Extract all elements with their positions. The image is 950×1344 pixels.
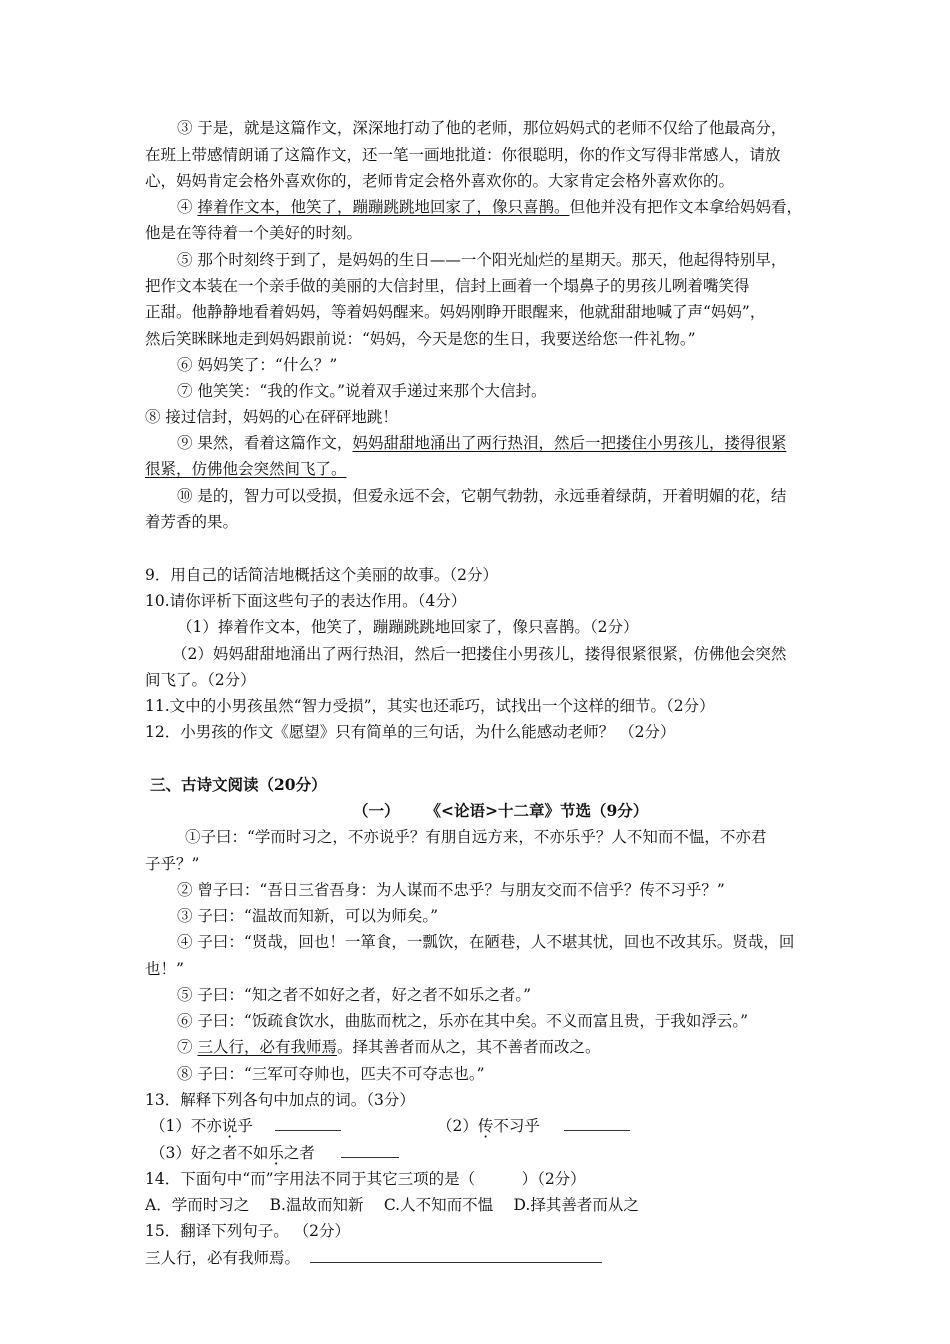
para-10-line1: ⑩ 是的，智力可以受损，但爱永远不会，它朝气勃勃，永远垂着绿荫，开着明媚的花，结: [177, 487, 787, 505]
question-10-sub2-line1: （2）妈妈甜甜地涌出了两行热泪，然后一把搂住小男孩儿，搂得很紧很紧，仿佛他会突然: [172, 645, 787, 663]
question-15: 15．翻译下列句子。 （2分）: [145, 1222, 351, 1240]
question-14-options: A．学而时习之 B.温故而知新 C.人不知而不愠 D.择其善者而从之: [145, 1196, 639, 1214]
q13-item3-post: 之者: [283, 1144, 315, 1162]
analects-1-line1: ①子曰：“学而时习之，不亦说乎？有朋自远方来，不亦乐乎？人不知而不愠，不亦君: [185, 828, 767, 846]
q13-item1-dotted: 说: [221, 1117, 238, 1135]
analects-5: ⑤ 子曰：“知之者不如好之者，好之者不如乐之者。”: [177, 986, 532, 1004]
q13-item1-post: 乎: [237, 1117, 253, 1135]
answer-line[interactable]: [310, 1248, 602, 1263]
analects-7-number: ⑦: [177, 1038, 198, 1056]
question-11: 11.文中的小男孩虽然“智力受损”，其实也还乖巧，试找出一个这样的细节。（2分）: [145, 697, 715, 715]
answer-blank[interactable]: [564, 1116, 630, 1131]
q13-item2-dotted: 传: [477, 1117, 494, 1135]
para-8: ⑧ 接过信封，妈妈的心在砰砰地跳！: [145, 408, 398, 426]
analects-7-underlined: 三人行，必有我师焉: [197, 1038, 337, 1056]
subsection-1-index: （一）: [353, 801, 400, 820]
question-13-item3: [150, 1143, 399, 1163]
subsection-1-title: 《<论语>十二章》节选（9分）: [425, 801, 649, 820]
question-10: 10.请你评析下面这些句子的表达作用。（4分）: [145, 592, 467, 610]
section-3-heading: 三、古诗文阅读（20分）: [150, 775, 327, 794]
q13-item1-pre: （1）不亦: [150, 1117, 222, 1135]
para-10-line2: 着芳香的果。: [145, 513, 239, 531]
analects-7-rest: 。择其善者而从之，其不善者而改之。: [336, 1038, 601, 1056]
para-3-line1: ③ 于是，就是这篇作文，深深地打动了他的老师，那位妈妈式的老师不仅给了他最高分，: [177, 119, 787, 137]
para-3-line3: 心，妈妈肯定会格外喜欢你的，老师肯定会格外喜欢你的。大家肯定会格外喜欢你的。: [145, 172, 735, 190]
analects-2: ② 曾子曰：“吾日三省吾身：为人谋而不忠乎？与朋友交而不信乎？传不习乎？”: [177, 881, 725, 899]
para-4-number: ④: [177, 198, 198, 216]
para-6: ⑥ 妈妈笑了：“什么？”: [177, 356, 338, 374]
answer-blank[interactable]: [275, 1116, 341, 1131]
question-14: 14．下面句中“而”字用法不同于其它三项的是（ ）（2分）: [145, 1170, 586, 1188]
para-5-line1: ⑤ 那个时刻终于到了，是妈妈的生日——一个阳光灿烂的星期天。那天，他起得特别早，: [177, 251, 787, 269]
para-9-underlined-1: 妈妈甜甜地涌出了两行热泪，然后一把搂住小男孩儿，搂得很紧: [352, 434, 787, 452]
para-4-line2: 他是在等待着一个美好的时刻。: [145, 224, 363, 242]
question-10-sub1: （1）捧着作文本，他笑了，蹦蹦跳跳地回家了，像只喜鹊。（2分）: [177, 618, 639, 636]
para-3-line2: 在班上带感情朗诵了这篇作文，还一笔一画地批道：你很聪明，你的作文写得非常感人，请放: [145, 146, 781, 164]
para-9-underlined-2: 很紧，仿佛他会突然间飞了。: [145, 460, 347, 478]
para-7: ⑦ 他笑笑：“我的作文。”说着双手递过来那个大信封。: [177, 382, 547, 400]
answer-blank[interactable]: [341, 1143, 399, 1158]
para-9-line1: [177, 433, 786, 453]
question-9: 9．用自己的话简洁地概括这个美丽的故事。（2分）: [145, 566, 498, 584]
q13-item2-pre: （2）: [437, 1117, 478, 1135]
para-4-rest: 但他并没有把作文本拿给妈妈看，: [569, 198, 802, 216]
q15-sentence: 三人行，必有我师焉。: [145, 1249, 301, 1267]
para-4-line1: [177, 197, 802, 217]
analects-4-line1: ④ 子曰：“贤哉，回也！一箪食，一瓢饮，在陋巷，人不堪其忧，回也不改其乐。贤哉，回: [177, 933, 795, 951]
analects-3: ③ 子曰：“温故而知新，可以为师矣。”: [177, 907, 439, 925]
para-5-line2: 把作文本装在一个亲手做的美丽的大信封里，信封上画着一个塌鼻子的男孩儿咧着嘴笑得: [145, 277, 750, 295]
q13-item3-dotted: 乐: [268, 1144, 284, 1162]
analects-4-line2: 也！”: [145, 960, 184, 978]
para-5-line3: 正甜。他静静地看着妈妈，等着妈妈醒来。妈妈刚睁开眼醒来，他就甜甜地喊了声“妈妈”，: [145, 303, 766, 321]
question-15-prompt: [145, 1248, 602, 1268]
para-4-underlined: 捧着作文本，他笑了，蹦蹦跳跳地回家了，像只喜鹊。: [197, 198, 570, 216]
para-9-lead: ⑨ 果然，看着这篇作文，: [177, 434, 353, 452]
question-12: 12．小男孩的作文《愿望》只有简单的三句话，为什么能感动老师？ （2分）: [145, 723, 676, 741]
question-10-sub2-line2: 间飞了。（2分）: [145, 671, 256, 689]
para-5-line4: 然后笑眯眯地走到妈妈跟前说：“妈妈，今天是您的生日，我要送给您一件礼物。”: [145, 330, 696, 348]
q13-item3-pre: （3）好之者不如: [150, 1144, 269, 1162]
question-13: 13．解释下列各句中加点的词。（3分）: [145, 1091, 415, 1109]
para-9-line2: [145, 459, 347, 479]
question-13-item2: [437, 1116, 630, 1136]
analects-8: ⑧ 子曰：“三军可夺帅也，匹夫不可夺志也。”: [177, 1065, 485, 1083]
q13-item2-post: 不习乎: [493, 1117, 540, 1135]
analects-1-line2: 子乎？”: [145, 855, 200, 873]
question-13-item1: [150, 1116, 341, 1136]
analects-6: ⑥ 子曰：“饭疏食饮水，曲肱而枕之，乐亦在其中矣。不义而富且贵，于我如浮云。”: [177, 1012, 749, 1030]
analects-7: [177, 1037, 600, 1057]
subsection-1-heading: [353, 801, 648, 821]
